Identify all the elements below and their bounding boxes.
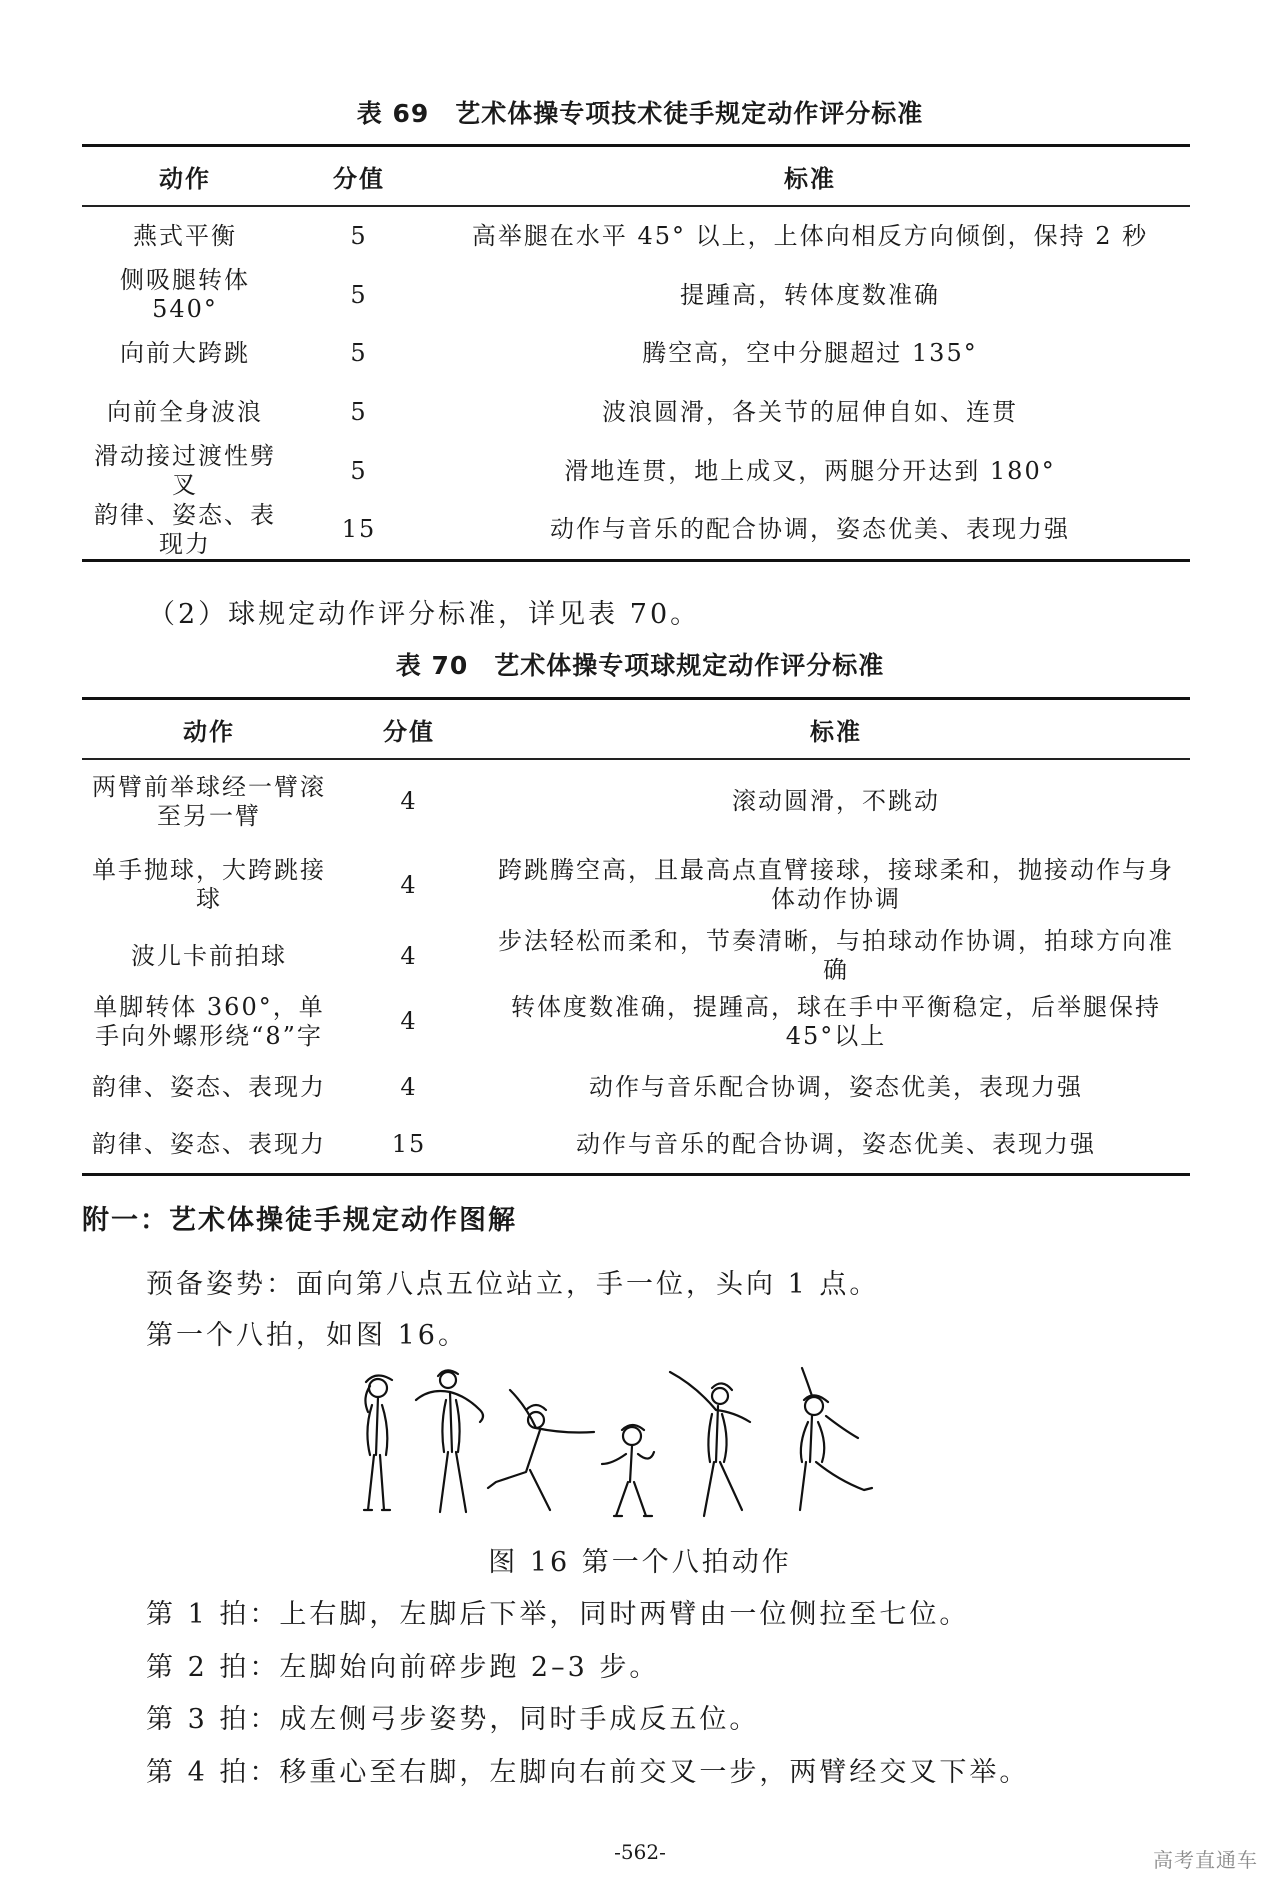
table69-cell-action: 韵律、姿态、表现力 [82,500,288,560]
dancer-sketch [670,1372,750,1516]
table70-cell-standard: 动作与音乐配合协调，姿态优美，表现力强 [589,1072,1083,1101]
dancer-sketch [364,1375,392,1510]
table-row [82,266,1190,325]
table-row [82,500,1190,560]
table69-cell-score: 15 [288,500,430,560]
table69-header-row [82,146,1190,207]
table69-cell-standard: 提踵高，转体度数准确 [680,280,940,309]
table70-cell-score: 15 [336,1116,482,1174]
table69-cell-score: 5 [350,339,368,368]
table70-cell-standard: 动作与音乐的配合协调，姿态优美、表现力强 [482,1116,1190,1174]
table70-cell-action: 两臂前举球经一臂滚至另一臂 [92,772,326,830]
dancer-sketch [800,1368,872,1510]
dancer-sketch [416,1370,483,1512]
appendix-heading: 附一：艺术体操徒手规定动作图解 [82,1205,517,1236]
table69-cell-standard: 高举腿在水平 45° 以上，上体向相反方向倾倒，保持 2 秒 [471,221,1149,250]
table-row [82,383,1190,442]
table70-cell-action: 韵律、姿态、表现力 [82,1116,336,1174]
table-row [82,206,1190,266]
figure-caption: 图 16 第一个八拍动作 [488,1547,792,1578]
table70-cell-standard: 跨跳腾空高，且最高点直臂接球，接球柔和，抛接动作与身体动作协调 [498,856,1174,913]
table70-cell-action: 单手抛球，大跨跳接球 [92,856,326,913]
table69-cell-score: 5 [350,456,368,485]
table70-header-action: 动作 [82,699,336,760]
prep-paragraph: 预备姿势：面向第八点五位站立，手一位，头向 1 点。 [146,1269,880,1300]
table70-header-row [82,699,1190,760]
beat-3: 第 3 拍：成左侧弓步姿势，同时手成反五位。 [146,1704,760,1735]
table69-cell-action: 侧吸腿转体 540° [120,266,250,324]
first-eight-paragraph: 第一个八拍，如图 16。 [146,1320,468,1351]
table69-cell-standard: 动作与音乐的配合协调，姿态优美、表现力强 [430,500,1190,560]
table-row [82,843,1190,927]
table70-caption: 表 70 艺术体操专项球规定动作评分标准 [395,651,885,680]
beat-4: 第 4 拍：移重心至右脚，左脚向右前交叉一步，两臂经交叉下举。 [146,1757,1030,1788]
table69 [82,144,1190,562]
table70-cell-action: 韵律、姿态、表现力 [92,1072,326,1101]
table70-cell-standard: 转体度数准确，提踵高，球在手中平衡稳定，后举腿保持 45°以上 [511,992,1161,1050]
table69-header-standard: 标准 [430,146,1190,207]
table69-cell-action: 向前大跨跳 [120,339,250,368]
table70-cell-standard: 滚动圆滑，不跳动 [732,787,940,815]
table70-cell-score: 4 [400,1007,418,1035]
table70-cell-action: 单脚转体 360°，单手向外螺形绕“8”字 [93,992,325,1050]
table69-cell-action: 向前全身波浪 [107,397,263,426]
table-row [82,1116,1190,1174]
table-row [82,442,1190,501]
dance-figure [350,1360,910,1525]
table69-cell-standard: 腾空高，空中分腿超过 135° [642,339,978,368]
dancer-sketch [602,1425,654,1516]
beat-2: 第 2 拍：左脚始向前碎步跑 2–3 步。 [146,1652,660,1683]
table-row [82,1058,1190,1116]
table69-cell-action: 滑动接过渡性劈叉 [94,442,276,500]
table70-cell-score: 4 [400,787,418,815]
table69-cell-action: 燕式平衡 [133,221,237,250]
table-row [82,985,1190,1058]
table70 [82,697,1190,1176]
table-row [82,324,1190,383]
table70-header-standard: 标准 [482,699,1190,760]
ball-standard-paragraph: （2）球规定动作评分标准，详见表 70。 [148,599,701,630]
table70-cell-score: 4 [400,941,418,970]
table69-cell-score: 5 [350,221,368,250]
table70-cell-score: 4 [400,870,418,899]
table69-header-score: 分值 [288,146,430,207]
table70-cell-action: 波儿卡前拍球 [131,941,287,970]
table69-cell-standard: 滑地连贯，地上成叉，两腿分开达到 180° [564,456,1056,485]
table69-cell-score: 5 [350,397,368,426]
watermark: 高考直通车 [1153,1848,1258,1872]
table69-header-action: 动作 [82,146,288,207]
dancer-sketch [488,1390,594,1510]
table69-caption: 表 69 艺术体操专项技术徒手规定动作评分标准 [356,99,924,128]
beat-1: 第 1 拍：上右脚，左脚后下举，同时两臂由一位侧拉至七位。 [146,1599,970,1630]
table70-cell-score: 4 [400,1072,418,1101]
table70-cell-standard: 步法轻松而柔和，节奏清晰，与拍球动作协调，拍球方向准确 [498,927,1174,984]
table-row [82,927,1190,985]
table69-cell-standard: 波浪圆滑，各关节的屈伸自如、连贯 [602,397,1018,426]
table69-cell-score: 5 [350,280,368,309]
page-number: -562- [614,1840,666,1864]
table70-header-score: 分值 [336,699,482,760]
table-row [82,759,1190,843]
